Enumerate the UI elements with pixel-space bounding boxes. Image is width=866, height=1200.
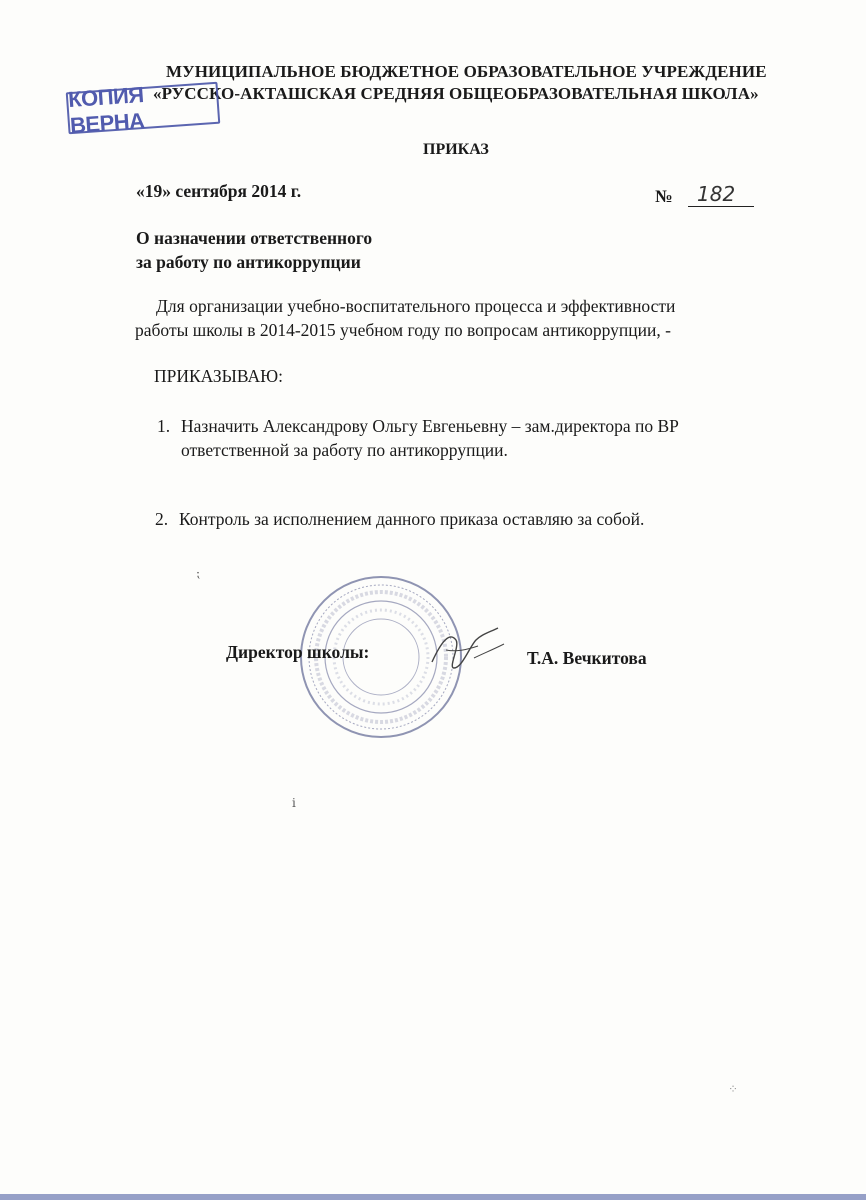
document-date: «19» сентября 2014 г. [136,181,302,201]
scan-speck: ⁏ [196,566,201,580]
item-1-number: 1. [157,416,171,436]
director-signature [412,610,512,685]
item-2-line1: Контроль за исполнением данного приказа оставляю за собой. [179,509,645,529]
org-name-line1: МУНИЦИПАЛЬНОЕ БЮДЖЕТНОЕ ОБРАЗОВАТЕЛЬНОЕ УЧРЕЖДЕНИЕ [166,62,767,81]
signature-position: Директор школы: [226,642,370,662]
document-number-label: № [655,186,673,206]
item-1-line2: ответственной за работу по антикоррупции. [181,440,508,460]
scan-speck: ⁘ [728,1082,739,1096]
document-title: ПРИКАЗ [423,141,489,158]
number-underline [688,206,754,207]
scan-speck: ⅰ [292,796,296,810]
org-name-line2: «РУССКО-АКТАШСКАЯ СРЕДНЯЯ ОБЩЕОБРАЗОВАТЕЛЬНАЯ ШКОЛА» [153,84,759,103]
subject-line2: за работу по антикоррупции [136,252,361,272]
item-1-line1: Назначить Александрову Ольгу Евгеньевну – зам.директора по ВР [181,416,679,436]
copy-certified-stamp: КОПИЯ ВЕРНА [66,82,221,135]
subject-line1: О назначении ответственного [136,228,373,248]
order-word: ПРИКАЗЫВАЮ: [154,366,283,386]
signature-name: Т.А. Вечкитова [527,648,647,668]
item-2-number: 2. [155,509,169,529]
document-number-value: 182 [697,182,736,206]
intro-line2: работы школы в 2014-2015 учебном году по вопросам антикоррупции, - [135,320,671,340]
intro-line1: Для организации учебно-воспитательного процесса и эффективности [156,296,676,316]
scan-edge [0,1194,866,1200]
